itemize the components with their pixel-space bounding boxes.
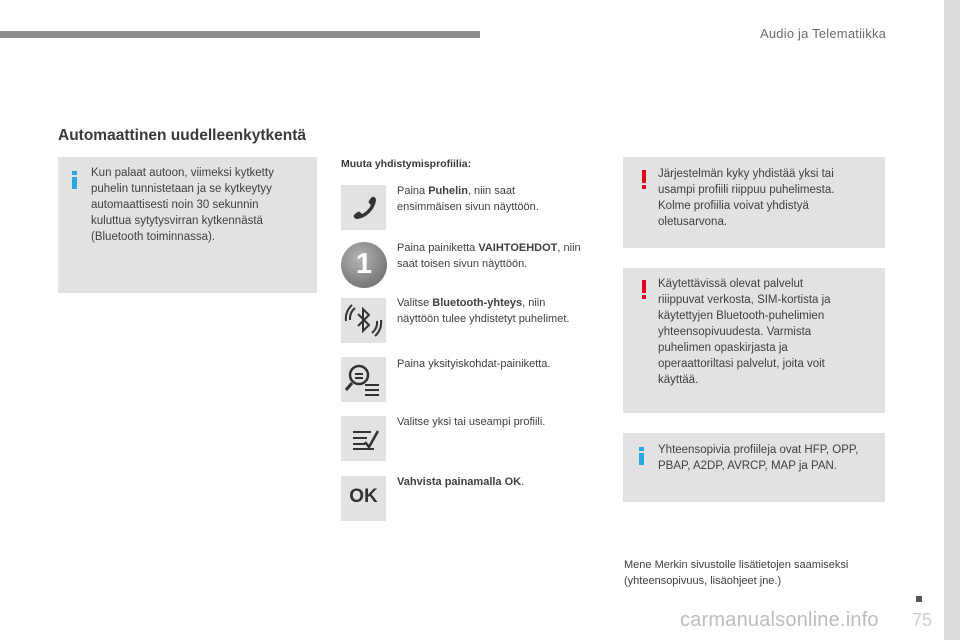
warning-box-2: [623, 268, 885, 413]
ok-icon: OK: [341, 476, 386, 521]
warning-box-1: [623, 157, 885, 248]
step-3-text: Valitse Bluetooth-yhteys, niin näyttöön tulee yhdistetyt puhelimet.: [397, 297, 570, 325]
info-box-2: [623, 433, 885, 502]
search-details-icon: [341, 357, 386, 402]
info-box-2-text: Yhteensopivia profiileja ovat HFP, OPP, PBAP, A2DP, AVRCP, MAP ja PAN.: [658, 444, 859, 472]
step-5-text: Valitse yksi tai useampi profiili.: [397, 416, 546, 428]
page-marker: [916, 596, 922, 602]
step-number-badge: 1: [341, 242, 387, 288]
page-number: 75: [912, 610, 933, 630]
section-title: Automaattinen uudelleenkytkentä: [58, 127, 307, 144]
warning-box-1-text: Järjestelmän kyky yhdistää yksi tai usampi profiili riippuu puhelimesta. Kolme profiilia voivat yhdistyä oletusarvona.: [658, 168, 835, 228]
page-edge-strip: [944, 0, 960, 640]
bluetooth-icon: [341, 298, 386, 343]
phone-handset-icon: [341, 185, 386, 230]
info-box: [58, 157, 317, 293]
header-rule: [0, 31, 480, 38]
step-6-text: Vahvista painamalla OK.: [397, 476, 525, 488]
step-2-text: Paina painiketta VAIHTOEHDOT, niin saat toisen sivun näyttöön.: [397, 242, 581, 270]
watermark: carmanualsonline.info: [680, 609, 879, 631]
footer-note: Mene Merkin sivustolle lisätietojen saamiseksi (yhteensopivuus, lisäohjeet jne.): [624, 559, 849, 587]
checklist-icon: [341, 416, 386, 461]
info-box-text: Kun palaat autoon, viimeksi kytketty puhelin tunnistetaan ja se kytkeytyy automaattisesti noin 30 sekunnin kuluttua sytytysvirran kytkennästä (Bluetooth toiminnassa).: [91, 167, 274, 243]
steps-heading: Muuta yhdistymisprofiilia:: [341, 158, 472, 170]
chapter-title: Audio ja Telematiikka: [760, 26, 887, 41]
step-1-text: Paina Puhelin, niin saat ensimmäisen sivun näyttöön.: [397, 185, 539, 213]
step-4-text: Paina yksityiskohdat-painiketta.: [397, 358, 551, 370]
warning-box-2-text: Käytettävissä olevat palvelut riiippuvat verkosta, SIM-kortista ja käytettyjen Bluetooth-puhelimien yhteensopivuudesta. Varmista puhelimen opaskirjasta ja operaattoriltasi palvelut, joita voit käyttää.: [658, 278, 831, 386]
